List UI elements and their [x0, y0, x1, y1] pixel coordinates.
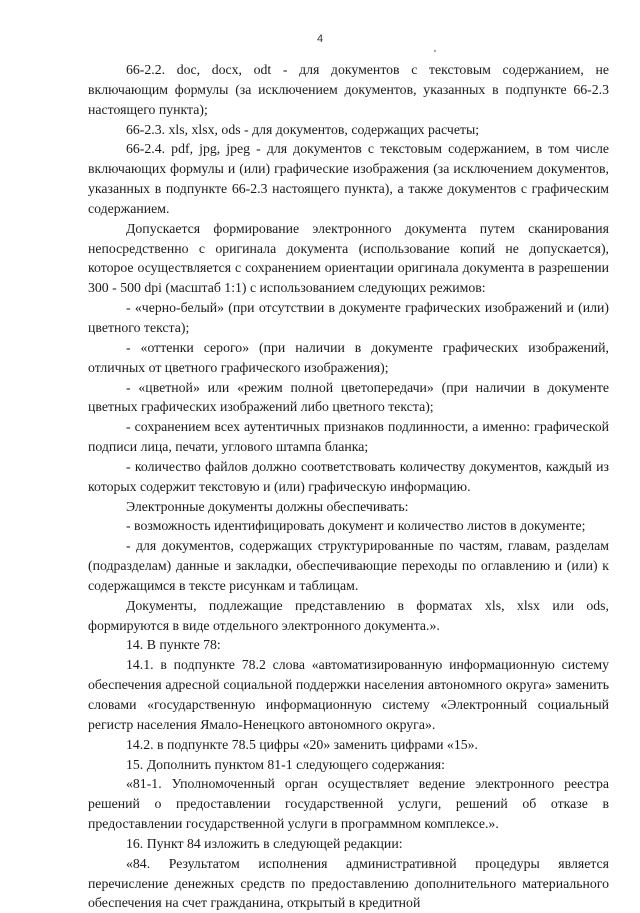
paragraph-item-16: 16. Пункт 84 изложить в следующей редакции: — [126, 835, 403, 851]
paragraph-formats: Документы, подлежащие представлению в форматах xls, xlsx или ods, формируются в виде отдельного электронного документа.». — [88, 597, 609, 633]
list-item-black-white: - «черно-белый» (при отсутствии в документе графических изображений и (или) цветного текста); — [88, 300, 609, 335]
paragraph-scanning: Допускается формирование электронного документа путем сканирования непосредственно с оригинала документа (использование копий не допускается), которое осуществляется с сохранением ориентации оригинала документа в разрешении 300 - 500 dpi (масштаб 1:1) с использованием следующих режимов: — [88, 220, 609, 296]
paragraph-item-14-1: 14.1. в подпункте 78.2 слова «автоматизированную информационную систему обеспечения адресной социальной поддержки населения автономного округа» заменить словами «государственную информационную систему «Электронный социальный регистр населения Ямало-Ненецкого автономного округа». — [88, 657, 609, 732]
paragraph-item-14: 14. В пункте 78: — [126, 637, 221, 653]
page-number: 4 — [316, 33, 324, 45]
list-item-identify: - возможность идентифицировать документ и количество листов в документе; — [126, 518, 586, 534]
paragraph-item-15: 15. Дополнить пунктом 81-1 следующего содержания: — [126, 756, 445, 772]
paragraph-electronic-docs: Электронные документы должны обеспечивать: — [126, 498, 409, 514]
paragraph-item-81-1: «81-1. Уполномоченный орган осуществляет ведение электронного реестра решений о предоставлении государственной услуги, решений об отказе в предоставлении государственной услуги в программном комплексе.». — [88, 776, 609, 832]
paragraph-66-2-3: 66-2.3. xls, xlsx, ods - для документов, содержащих расчеты; — [126, 121, 480, 137]
paragraph-66-2-2: 66-2.2. doc, docx, odt - для документов с текстовым содержанием, не включающим формулы (за исключением документов, указанных в подпункте 66-2.3 настоящего пункта); — [88, 62, 609, 117]
scan-speck — [434, 50, 436, 52]
paragraph-item-84: «84. Результатом исполнения административной процедуры является перечисление денежных средств по предоставлению дополнительного материального обеспечения на счет гражданина, открытый в кредитной — [88, 855, 609, 911]
list-item-file-count: - количество файлов должно соответствовать количеству документов, каждый из которых содержит текстовую и (или) графическую информацию. — [88, 458, 609, 494]
paragraph-item-14-2: 14.2. в подпункте 78.5 цифры «20» заменить цифрами «15». — [126, 736, 478, 752]
paragraph-66-2-4: 66-2.4. pdf, jpg, jpeg - для документов с текстовым содержанием, в том числе включающих формулы и (или) графические изображения (за исключением документов, указанных в подпункте 66-2.3 настоящего пункта), а также документов с графическим содержанием. — [88, 141, 609, 216]
list-item-structured: - для документов, содержащих структурированные по частям, главам, разделам (подразделам) данные и закладки, обеспечивающие переходы по оглавлению и (или) к содержащимся в тексте рисункам и таблицам. — [88, 538, 609, 593]
list-item-authenticity: - сохранением всех аутентичных признаков подлинности, а именно: графической подписи лица, печати, углового штампа бланка; — [88, 419, 609, 455]
list-item-grayscale: - «оттенки серого» (при наличии в документе графических изображений, отличных от цветного графического изображения); — [88, 339, 609, 375]
list-item-color: - «цветной» или «режим полной цветопередачи» (при наличии в документе цветных графических изображений либо цветного текста); — [88, 379, 609, 415]
document-body — [88, 60, 609, 913]
